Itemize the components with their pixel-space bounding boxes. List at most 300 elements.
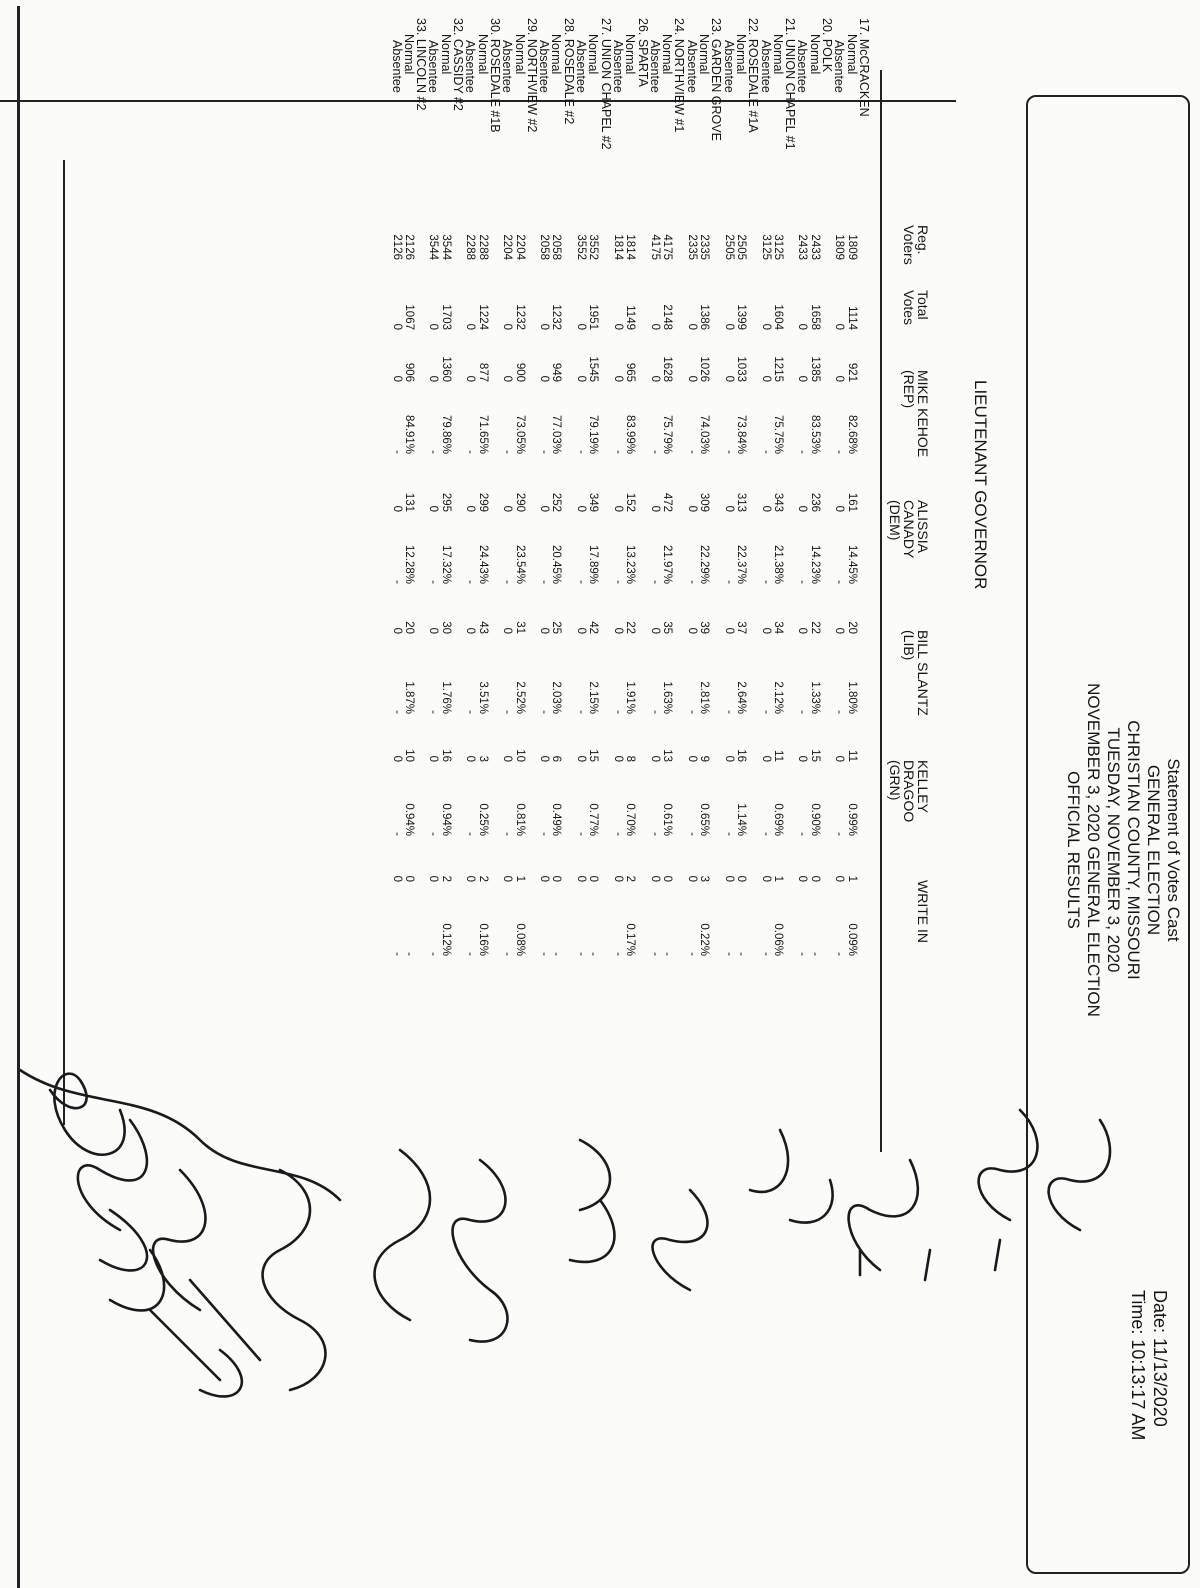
cell-rep-pct: 79.86% [439,414,452,454]
cell-rep: 1360 [439,356,452,382]
absentee-row-label: Absentee [611,40,625,93]
cell-total: 0 [759,323,772,330]
cell-dem: 309 [698,492,711,512]
cell-lib-pct: - [612,710,624,714]
cell-wi: 0 [735,875,747,882]
cell-dem: 0 [501,505,514,512]
cell-dem: 0 [538,505,551,512]
cell-total: 2148 [661,304,674,330]
cell-rep: 900 [513,362,526,382]
cell-dem: 0 [612,505,624,512]
normal-row-label: Normal [512,34,527,75]
normal-row-label: Normal [623,34,638,75]
cell-dem: 0 [390,505,403,512]
cell-wi-pct: - [501,952,514,956]
cell-rep-pct: - [722,450,735,454]
cell-rep: 1215 [771,356,784,382]
cell-grn: 13 [661,749,674,762]
cell-wi: 1 [771,875,784,882]
cell-wi: 0 [587,875,600,882]
cell-dem-pct: 14.23% [808,544,821,584]
cell-reg: 2126 [390,234,403,260]
cell-lib: 30 [439,621,452,634]
cell-grn-pct: - [575,832,588,836]
cell-grn: 16 [735,749,747,762]
cell-lib: 0 [464,627,477,634]
cell-wi-pct: - [735,952,747,956]
cell-wi: 0 [427,875,440,882]
cell-grn-pct: 0.70% [624,803,637,836]
cell-wi: 0 [538,875,551,882]
cell-dem-pct: - [427,580,440,584]
column-header: (DEM) [887,500,903,541]
cell-dem-pct: - [464,580,477,584]
cell-dem: 299 [476,492,489,512]
cell-dem: 0 [833,505,846,512]
column-header: MIKE KEHOE [915,370,931,458]
column-header: Total [915,290,931,320]
cell-rep: 0 [759,375,772,382]
cell-total: 0 [685,323,698,330]
cell-total: 1232 [513,304,526,330]
precinct-name: 20. POLK [820,18,835,73]
cell-rep-pct: - [464,450,477,454]
cell-rep-pct: 73.84% [735,414,747,454]
cell-rep-pct: 71.65% [476,414,489,454]
header-line: CHRISTIAN COUNTY, MISSOURI [1124,720,1143,980]
absentee-row-label: Absentee [758,40,773,93]
cell-wi-pct: 0.12% [439,923,452,956]
cell-reg: 1809 [845,234,858,260]
absentee-row-label: Absentee [647,40,662,93]
cell-dem-pct: - [538,580,551,584]
cell-rep: 0 [501,375,514,382]
cell-grn: 0 [464,755,477,762]
precinct-name: 30. ROSEDALE #1B [488,18,502,133]
cell-reg: 3544 [439,234,452,260]
cell-dem-pct: 12.28% [402,544,415,584]
column-header: BILL SLANTZ [915,630,931,716]
cell-dem: 0 [722,505,735,512]
cell-dem: 236 [808,492,821,512]
cell-total: 0 [575,323,588,330]
cell-dem-pct: - [722,580,735,584]
cell-grn: 0 [759,755,772,762]
precinct-name: 33. LINCOLN #2 [414,18,429,111]
cell-reg: 2505 [735,234,747,260]
cell-rep: 949 [550,362,563,382]
cell-dem-pct: - [390,580,403,584]
cell-lib-pct: - [427,710,440,714]
cell-wi-pct: 0.09% [845,923,858,956]
cell-wi: 0 [796,875,809,882]
cell-total: 1386 [698,304,711,330]
precinct-name: 23. GARDEN GROVE [709,18,724,141]
cell-dem: 313 [735,492,747,512]
cell-rep-pct: - [685,450,698,454]
cell-lib: 20 [402,621,415,634]
cell-reg: 4175 [661,234,674,260]
cell-rep-pct: - [390,450,403,454]
cell-rep: 0 [390,375,403,382]
cell-total: 1703 [439,304,452,330]
cell-total: 0 [833,323,846,330]
cell-lib-pct: 2.03% [550,681,563,714]
cell-lib: 20 [845,621,858,634]
absentee-row-label: Absentee [426,40,441,93]
cell-total: 0 [648,323,661,330]
cell-wi-pct: - [575,952,588,956]
cell-rep: 0 [796,375,809,382]
cell-rep: 0 [612,375,624,382]
cell-reg: 2204 [513,234,526,260]
cell-total: 0 [612,323,624,330]
report-date: Date: 11/13/2020 [1150,1290,1170,1427]
cell-grn: 0 [796,755,809,762]
cell-rep: 0 [538,375,551,382]
cell-wi: 0 [390,875,403,882]
cell-dem-pct: - [648,580,661,584]
cell-lib-pct: - [796,710,809,714]
cell-lib: 0 [833,627,846,634]
cell-wi-pct: - [538,952,551,956]
cell-dem: 131 [402,492,415,512]
cell-grn-pct: - [833,832,846,836]
cell-lib: 0 [538,627,551,634]
cell-lib: 0 [796,627,809,634]
absentee-row-label: Absentee [389,40,404,93]
cell-lib: 39 [698,621,711,634]
column-header: (LIB) [901,630,917,661]
table-bottom-rule [64,160,66,1125]
cell-grn-pct: 0.81% [513,803,526,836]
cell-rep: 1385 [808,356,821,382]
cell-lib-pct: - [759,710,772,714]
cell-wi-pct: - [427,952,440,956]
absentee-row-label: Absentee [721,40,736,93]
cell-grn: 0 [612,755,624,762]
signature-image [10,1050,1160,1570]
table-left-rule [0,100,956,102]
cell-wi-pct: 0.22% [698,923,711,956]
cell-rep: 877 [476,362,489,382]
cell-wi: 0 [808,875,821,882]
normal-row-label: Normal [660,34,675,75]
cell-grn: 0 [722,755,735,762]
cell-dem-pct: 21.38% [771,544,784,584]
cell-lib-pct: - [722,710,735,714]
report-time: Time: 10:13:17 AM [1128,1290,1148,1441]
cell-grn: 8 [624,755,637,762]
cell-dem-pct: 20.45% [550,544,563,584]
cell-total: 0 [427,323,440,330]
cell-dem-pct: 22.29% [698,544,711,584]
cell-lib: 35 [661,621,674,634]
cell-rep-pct: 75.75% [771,414,784,454]
cell-wi-pct: - [587,952,600,956]
cell-wi-pct: - [833,952,846,956]
cell-dem-pct: - [501,580,514,584]
cell-wi: 1 [845,875,858,882]
cell-grn-pct: 0.25% [476,803,489,836]
cell-grn-pct: - [427,832,440,836]
cell-reg: 2058 [550,234,563,260]
cell-reg: 2505 [722,234,735,260]
cell-grn-pct: - [796,832,809,836]
cell-dem: 152 [624,492,637,512]
normal-row-label: Normal [770,34,785,75]
cell-grn-pct: 0.65% [698,803,711,836]
cell-grn: 0 [538,755,551,762]
column-header: KELLEY [915,760,931,813]
cell-reg: 1814 [612,234,624,260]
cell-grn-pct: 0.69% [771,803,784,836]
cell-lib-pct: - [390,710,403,714]
cell-grn-pct: 0.77% [587,803,600,836]
cell-grn-pct: 0.94% [402,803,415,836]
cell-wi-pct: - [661,952,674,956]
cell-rep-pct: - [648,450,661,454]
cell-grn: 0 [648,755,661,762]
precinct-name: 26. SPARTA [635,18,650,87]
cell-rep: 1545 [587,356,600,382]
cell-dem: 0 [685,505,698,512]
cell-wi-pct: - [648,952,661,956]
cell-rep-pct: 83.99% [624,414,637,454]
cell-reg: 4175 [648,234,661,260]
absentee-row-label: Absentee [795,40,810,93]
cell-grn: 0 [685,755,698,762]
precinct-name: 27. UNION CHAPEL #2 [598,18,613,150]
cell-lib: 42 [587,621,600,634]
cell-grn: 11 [771,750,784,762]
cell-reg: 2288 [476,234,489,260]
cell-rep: 921 [845,362,858,382]
cell-wi-pct: 0.16% [476,923,489,956]
cell-dem: 161 [845,492,858,512]
cell-wi-pct: 0.06% [771,923,784,956]
cell-wi: 0 [759,875,772,882]
cell-grn-pct: - [612,832,624,836]
cell-wi-pct: - [612,952,624,956]
cell-lib: 43 [476,621,489,634]
cell-dem: 343 [771,492,784,512]
cell-wi-pct: 0.08% [513,923,526,956]
cell-wi: 0 [575,875,588,882]
cell-reg: 2335 [685,234,698,260]
cell-lib-pct: - [685,710,698,714]
cell-grn-pct: - [501,832,514,836]
cell-wi: 0 [464,875,477,882]
cell-wi-pct: - [759,952,772,956]
cell-rep: 1026 [698,356,711,382]
cell-dem: 0 [427,505,440,512]
cell-wi-pct: - [550,952,563,956]
cell-dem: 472 [661,492,674,512]
column-header-rule [881,70,883,1152]
cell-reg: 3552 [575,234,588,260]
cell-lib-pct: 1.63% [661,681,674,714]
cell-grn-pct: - [390,832,403,836]
cell-wi-pct: - [390,952,403,956]
cell-rep-pct: 77.03% [550,414,563,454]
cell-lib-pct: - [833,710,846,714]
cell-lib-pct: - [648,710,661,714]
cell-lib: 0 [501,627,514,634]
cell-grn-pct: 0.99% [845,803,858,836]
cell-reg: 1809 [833,234,846,260]
cell-grn-pct: 0.94% [439,803,452,836]
cell-lib-pct: 1.91% [624,681,637,714]
cell-dem-pct: - [685,580,698,584]
cell-rep: 0 [685,375,698,382]
cell-rep-pct: 79.19% [587,414,600,454]
header-line: TUESDAY, NOVEMBER 3, 2020 [1104,727,1123,973]
cell-lib: 0 [612,627,624,634]
cell-lib-pct: - [538,710,551,714]
cell-grn: 6 [550,755,563,762]
header-line: OFFICIAL RESULTS [1064,771,1083,929]
cell-wi: 0 [501,875,514,882]
cell-total: 1232 [550,304,563,330]
cell-reg: 2058 [538,234,551,260]
cell-grn: 0 [501,755,514,762]
cell-dem-pct: - [612,580,624,584]
column-header: Votes [901,290,917,326]
cell-rep: 1033 [735,356,747,382]
scan-edge-line [17,6,20,1588]
cell-rep: 0 [722,375,735,382]
cell-dem: 0 [796,505,809,512]
cell-total: 1224 [476,304,489,330]
cell-dem-pct: 23.54% [513,544,526,584]
cell-wi: 0 [402,875,415,882]
cell-lib: 31 [513,621,526,634]
cell-dem-pct: 17.32% [439,544,452,584]
cell-dem-pct: - [759,580,772,584]
cell-grn-pct: - [759,832,772,836]
absentee-row-label: Absentee [574,40,589,93]
cell-reg: 2335 [698,234,711,260]
cell-grn-pct: 0.61% [661,803,674,836]
cell-wi: 2 [624,875,637,882]
cell-rep: 0 [464,375,477,382]
cell-lib-pct: 2.12% [771,681,784,714]
cell-lib-pct: 2.64% [735,681,747,714]
cell-grn: 0 [575,755,588,762]
cell-wi: 0 [648,875,661,882]
cell-grn: 0 [427,755,440,762]
normal-row-label: Normal [549,34,564,75]
cell-dem-pct: 21.97% [661,544,674,584]
cell-reg: 3125 [759,234,772,260]
cell-grn: 15 [808,749,821,762]
cell-rep: 0 [427,375,440,382]
cell-grn: 9 [698,755,711,762]
column-header: ALISSIA [915,500,931,553]
cell-rep-pct: - [575,450,588,454]
cell-grn-pct: - [538,832,551,836]
cell-rep-pct: - [796,450,809,454]
cell-total: 1604 [771,304,784,330]
normal-row-label: Normal [844,34,859,75]
normal-row-label: Normal [401,34,416,75]
cell-lib: 0 [390,627,403,634]
cell-lib-pct: 3.51% [476,681,489,714]
cell-lib-pct: 1.87% [402,681,415,714]
cell-lib-pct: - [575,710,588,714]
cell-wi-pct: - [808,952,821,956]
precinct-name: 17. McCRACKEN [857,18,871,117]
cell-dem: 0 [575,505,588,512]
normal-row-label: Normal [438,34,453,75]
header-line: NOVEMBER 3, 2020 GENERAL ELECTION [1084,683,1103,1017]
absentee-row-label: Absentee [500,40,515,93]
column-header: DRAGOO [901,760,917,823]
column-header: (GRN) [887,760,903,801]
cell-total: 1114 [845,306,858,330]
cell-grn: 15 [587,749,600,762]
cell-wi: 2 [476,875,489,882]
cell-total: 0 [501,323,514,330]
cell-reg: 1814 [624,234,637,260]
cell-dem-pct: 24.43% [476,544,489,584]
cell-rep: 0 [833,375,846,382]
cell-dem: 295 [439,492,452,512]
cell-dem-pct: 14.45% [845,544,858,584]
cell-rep: 0 [575,375,588,382]
cell-dem-pct: - [796,580,809,584]
cell-wi: 2 [439,875,452,882]
cell-lib: 22 [808,621,821,634]
cell-grn-pct: - [685,832,698,836]
cell-total: 1951 [587,304,600,330]
cell-rep: 906 [402,362,415,382]
cell-total: 1658 [808,304,821,330]
cell-grn: 0 [833,755,846,762]
absentee-row-label: Absentee [832,40,847,93]
cell-dem: 0 [648,505,661,512]
cell-total: 1399 [735,304,747,330]
cell-dem-pct: - [833,580,846,584]
column-header: CANADY [901,500,917,559]
absentee-row-label: Absentee [463,40,478,93]
cell-total: 1149 [624,305,637,330]
cell-lib: 0 [427,627,440,634]
cell-dem: 0 [464,505,477,512]
cell-lib-pct: - [464,710,477,714]
cell-rep-pct: - [612,450,624,454]
cell-dem-pct: 22.37% [735,544,747,584]
cell-dem: 349 [587,492,600,512]
cell-wi-pct: 0.17% [624,923,637,956]
cell-rep-pct: 74.03% [698,414,711,454]
precinct-name: 32. CASSIDY #2 [451,18,466,111]
cell-dem-pct: 13.23% [624,544,637,584]
cell-grn: 10 [402,749,415,762]
cell-rep-pct: - [501,450,514,454]
cell-lib-pct: 2.81% [698,681,711,714]
cell-lib: 34 [771,621,784,634]
cell-lib-pct: 1.33% [808,681,821,714]
cell-grn-pct: 1.14% [735,803,747,836]
cell-wi-pct: - [464,952,477,956]
normal-row-label: Normal [475,34,490,75]
precinct-name: 28. ROSEDALE #2 [561,18,576,125]
cell-total: 0 [390,323,403,330]
cell-dem: 252 [550,492,563,512]
cell-wi-pct: - [685,952,698,956]
